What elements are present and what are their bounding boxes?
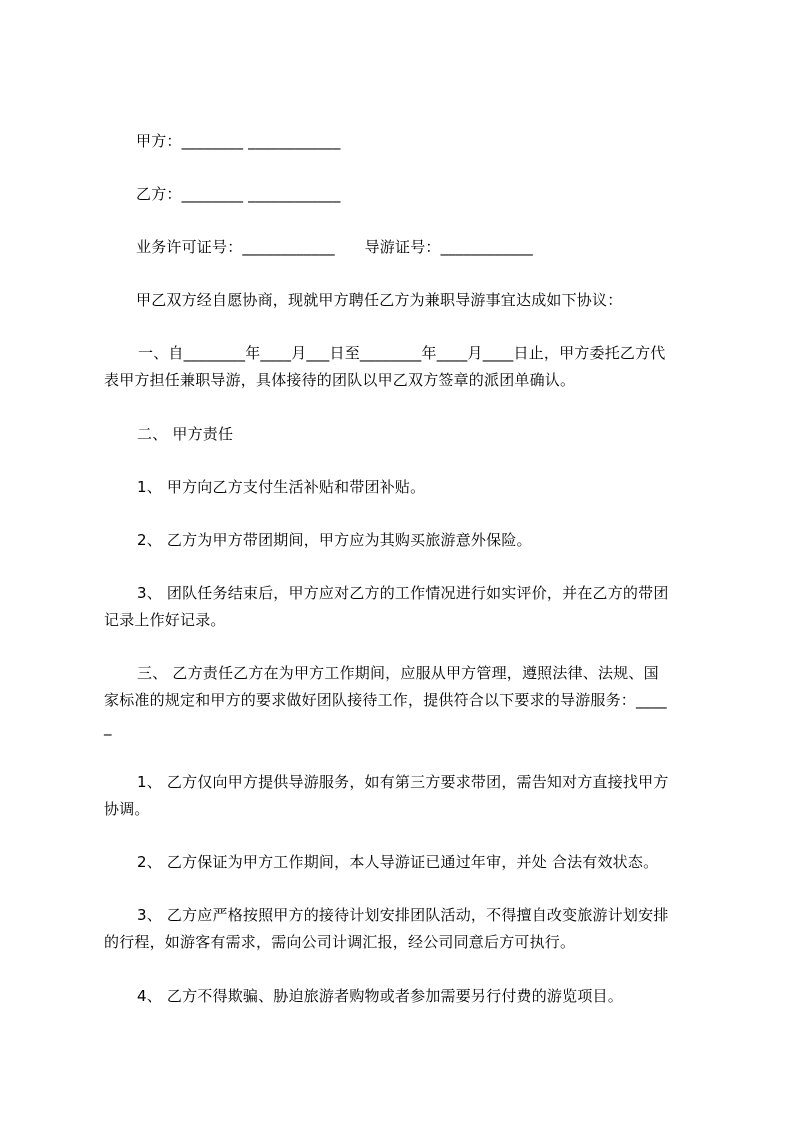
license-line: 业务许可证号：____________ 导游证号：____________ xyxy=(136,238,534,256)
section2-item3-line1: 3、 团队任务结束后，甲方应对乙方的工作情况进行如实评价，并在乙方的带团 xyxy=(137,584,669,602)
section2-item2: 2、 乙方为甲方带团期间，甲方应为其购买旅游意外保险。 xyxy=(137,531,532,549)
section1-line1: 一、自________年____月___日至________年____月____日止，甲方委托乙方代 xyxy=(138,344,666,362)
section3-item1-line2: 协调。 xyxy=(104,800,150,818)
section3-line3: _ xyxy=(104,718,112,736)
section2-heading: 二、 甲方责任 xyxy=(137,425,234,443)
party-a-line: 甲方：________ ____________ xyxy=(136,132,341,150)
section1-line2: 表甲方担任兼职导游，具体接待的团队以甲乙双方签章的派团单确认。 xyxy=(104,371,576,389)
intro-paragraph: 甲乙双方经自愿协商，现就甲方聘任乙方为兼职导游事宜达成如下协议： xyxy=(136,291,623,309)
section3-item4: 4、 乙方不得欺骗、胁迫旅游者购物或者参加需要另行付费的游览项目。 xyxy=(137,987,623,1005)
section3-item1-line1: 1、 乙方仅向甲方提供导游服务，如有第三方要求带团，需告知对方直接找甲方 xyxy=(137,773,669,791)
section3-item2: 2、 乙方保证为甲方工作期间，本人导游证已通过年审，并处 合法有效状态。 xyxy=(137,853,659,871)
section2-item1: 1、 甲方向乙方支付生活补贴和带团补贴。 xyxy=(137,478,426,496)
section3-line2: 家标准的规定和甲方的要求做好团队接待工作，提供符合以下要求的导游服务：____ xyxy=(104,691,667,709)
section3-item3-line2: 的行程，如游客有需求，需向公司计调汇报，经公司同意后方可执行。 xyxy=(104,933,576,951)
section3-item3-line1: 3、 乙方应严格按照甲方的接待计划安排团队活动，不得擅自改变旅游计划安排 xyxy=(137,906,669,924)
section2-item3-line2: 记录上作好记录。 xyxy=(104,611,226,629)
party-b-line: 乙方：________ ____________ xyxy=(136,185,341,203)
section3-line1: 三、 乙方责任乙方在为甲方工作期间，应服从甲方管理，遵照法律、法规、国 xyxy=(137,664,659,682)
